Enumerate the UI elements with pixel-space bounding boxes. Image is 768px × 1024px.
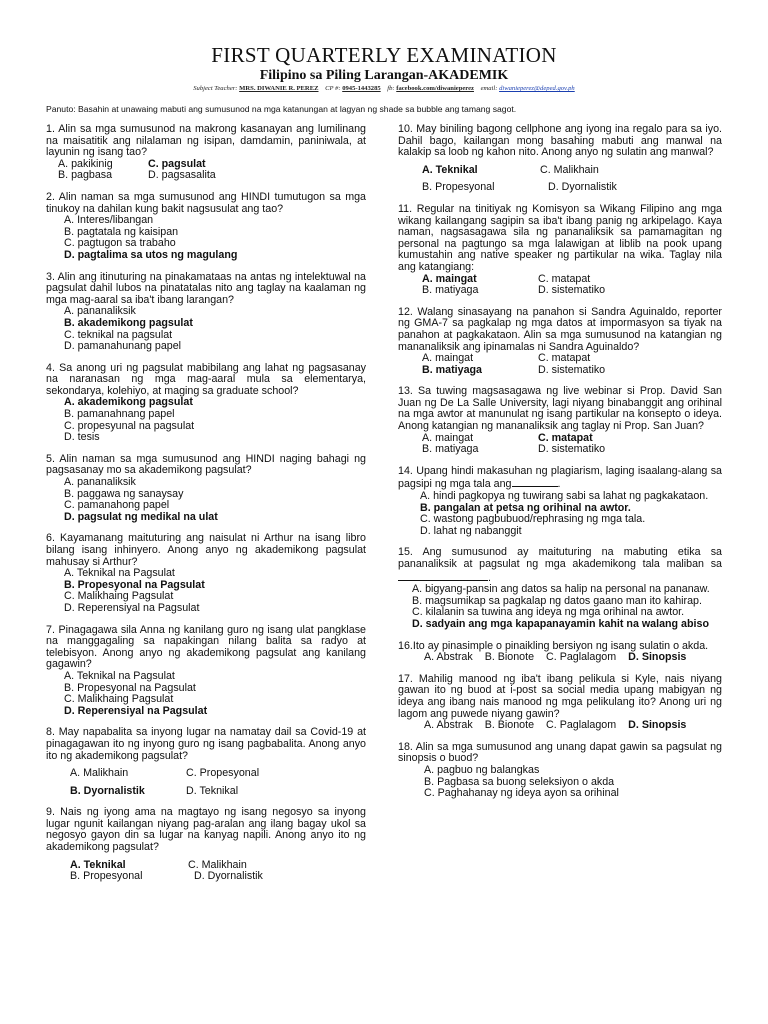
option-a: A. maingat — [422, 352, 474, 365]
option-b: B. Bionote — [484, 719, 535, 732]
exam-header — [0, 43, 768, 94]
question-stem: 2. Alin naman sa mga sumusunod ang HINDI tumutugon sa mga tinukoy na dahilan kung bakit nagsusulat ang tao? — [46, 190, 366, 215]
option-b: B. Propesyonal na Pagsulat — [64, 681, 196, 694]
option-b: B. pagtatala ng kaisipan — [64, 225, 179, 238]
option-d: D. tesis — [64, 431, 100, 444]
option-b: B. Propesyonal na Pagsulat — [64, 578, 205, 591]
question-10 — [398, 124, 722, 194]
question-stem: 4. Sa anong uri ng pagsulat mabibilang ang lahat ng pagsasanay na naranasan ng mga mag-aaral mula sa elementarya, sekondarya, kolehiyo, at maging sa graduate school? — [46, 361, 366, 397]
option-d: D. sistematiko — [538, 284, 606, 297]
option-b: B. pangalan at petsa ng orihinal na awtor. — [420, 501, 631, 514]
question-14 — [398, 466, 722, 538]
option-b: B. Dyornalistik — [70, 784, 145, 797]
question-13 — [398, 386, 722, 456]
option-c: C. Malikhain — [540, 163, 599, 176]
answer-blank — [512, 477, 558, 487]
teacher-name: MRS. DIWANIE R. PEREZ — [239, 85, 319, 92]
option-d: D. Sinopsis — [628, 719, 687, 732]
question-stem: 12. Walang sinasayang na panahon si Sandra Aguinaldo, reporter ng GMA-7 sa pagkalap ng mga datos at impormasyon sa tiyak na panahon at pagkakataon. Alin sa mga sumusunod na katangian ng mananaliksik ang ipinamalas ni Sandra Aguinaldo? — [398, 305, 722, 353]
question-17 — [398, 674, 722, 732]
option-a: A. hindi pagkopya ng tuwirang sabi sa lahat ng pagkakataon. — [420, 490, 709, 503]
option-row — [398, 165, 722, 177]
option-a: A. akademikong pagsulat — [64, 396, 193, 409]
question-stem: 5. Alin naman sa mga sumusunod ang HINDI naging bahagi ng pagsasanay mo sa akademikong pagsulat? — [46, 452, 366, 477]
exam-subtitle: Filipino sa Piling Larangan-AKADEMIK — [259, 68, 509, 83]
question-9 — [46, 807, 366, 883]
option-d: D. sadyain ang mga kapapanayamin kahit na walang abiso — [412, 617, 709, 630]
option-b: B. Propesyonal — [422, 181, 495, 194]
option-a: A. pagbuo ng balangkas — [424, 763, 540, 776]
option-d: D. sistematiko — [538, 363, 606, 376]
option-c: C. Malikhaing Pagsulat — [64, 693, 174, 706]
option-c: C. Paglalagom — [546, 651, 617, 664]
option-c: C. matapat — [538, 431, 593, 444]
question-stem: 17. Mahilig manood ng iba't ibang pelikula si Kyle, nais niyang gawan ito ng buod at i-post sa social media upang mabigyan ng ideya ang ibang nais manood ng mga pelikulang ito? Anong uri ng lagom ang puwede niyang gawin? — [398, 672, 722, 720]
question-text: 14. Upang hindi makasuhan ng plagiarism, laging isaalang-alang sa pagsipi ng mga tala ang — [398, 464, 722, 491]
option-row — [46, 170, 366, 182]
option-c: C. kilalanin sa tuwina ang ideya ng mga orihinal na awtor. — [412, 606, 685, 619]
question-stem: 1. Alin sa mga sumusunod na makrong kasanayan ang lumilinang na maisatitik ang nilalaman ng isipan, damdamin, paniniwala, at layunin ng isang tao? — [46, 123, 366, 159]
option-a: A. maingat — [422, 272, 477, 285]
option-c: C. teknikal na pagsulat — [64, 328, 173, 341]
option-a: A. pakikinig — [58, 157, 113, 170]
option-a: A. Abstrak — [424, 719, 473, 732]
option-row — [46, 768, 366, 780]
option-d: D. Sinopsis — [628, 651, 687, 664]
question-stem: 3. Alin ang itinuturing na pinakamataas na antas ng intelektuwal na pagsulat dahil lubos na pinatatalas nito ang taglay na kaalaman ng mga mag-aaral sa iba't ibang larangan? — [46, 270, 366, 306]
question-2 — [46, 192, 366, 262]
instructions: Panuto: Basahin at unawaing mabuti ang sumusunod na mga katanungan at lagyan ng shade sa bubble ang tamang sagot. — [46, 104, 517, 114]
cp-number: 0945-1443285 — [342, 85, 381, 92]
exam-title: FIRST QUARTERLY EXAMINATION — [211, 43, 557, 67]
question-stem: 6. Kayamanang maituturing ang naisulat ni Arthur na isang libro bilang isang inhinyero. Anong anyo ng akademikong pagsulat mahusay si Arthur? — [46, 532, 366, 568]
question-stem: 9. Nais ng iyong ama na magtayo ng isang negosyo sa inyong lugar ngunit kailangan niyang pag-aralan ang ilang bagay ukol sa negosyo gayon din sa lugar na kanyag napili. Anong anyo ito ng akademikong pagsulat? — [46, 806, 366, 854]
question-stem: 13. Sa tuwing magsasagawa ng live webinar si Prop. David San Juan ng De La Salle University, lagi niyang binabanggit ang orihinal na mga awtor at manunulat ng isang partikular na konsepto o ideya. Anong katangian ng mananaliksik ang taglay ni Prop. San Juan? — [398, 385, 722, 433]
option-d: D. lahat ng nabanggit — [420, 524, 522, 537]
question-text: 15. Ang sumusunod ay maituturing na mabuting etika sa pananaliksik at pagsulat ng mga akademikong tala maliban sa — [398, 546, 722, 570]
option-b: B. paggawa ng sanaysay — [64, 487, 184, 500]
option-row — [398, 444, 722, 456]
option-a: A. Teknikal — [422, 163, 478, 176]
option-c: C. Propesyonal — [186, 767, 260, 780]
option-row — [398, 652, 722, 664]
fb-label: fb: — [387, 85, 395, 92]
question-4 — [46, 363, 366, 444]
answer-blank — [398, 571, 488, 581]
option-a: A. bigyang-pansin ang datos sa halip na personal na pananaw. — [412, 583, 710, 596]
left-column — [46, 124, 366, 893]
option-c: C. pamanahong papel — [64, 499, 170, 512]
option-c: C. Malikhaing Pagsulat — [64, 590, 174, 603]
option-b: B. matiyaga — [422, 284, 479, 297]
question-3 — [46, 272, 366, 353]
option-b: B. Bionote — [484, 651, 535, 664]
option-d: D. Dyornalistik — [548, 181, 617, 194]
option-c: C. matapat — [538, 272, 591, 285]
option-b: B. Propesyonal — [70, 870, 143, 883]
question-stem: 14. Upang hindi makasuhan ng plagiarism, laging isaalang-alang sa pagsipi ng mga tala ang . — [398, 464, 722, 491]
email-label: email: — [480, 85, 498, 92]
option-c: C. propesyunal na pagsulat — [64, 419, 195, 432]
question-stem: 7. Pinagagawa sila Anna ng kanilang guro ng isang ulat pangklase na manggagaling sa napakingan nilang balita sa radyo at telebisyon. Anong anyo ng akademikong pagsulat ang kanilang gagawin? — [46, 623, 366, 671]
option-c: C. pagtugon sa trabaho — [64, 237, 176, 250]
option-d: D. Dyornalistik — [194, 870, 263, 883]
question-stem: 10. May biniling bagong cellphone ang iyong ina regalo para sa iyo. Dahil bago, kailangan mong basahing mabuti ang manwal na kalakip sa loob ng kahon nito. Anong anyo ng sulatin ang manwal? — [398, 123, 722, 159]
option-row — [46, 871, 366, 883]
option-c: C. Malikhain — [188, 858, 247, 871]
question-11 — [398, 204, 722, 297]
email-link[interactable]: diwanieperez@deped.gov.ph — [499, 85, 575, 92]
option-c: C. pagsulat — [148, 157, 206, 170]
teacher-info-line — [0, 84, 768, 94]
option-d: D. pamanahunang papel — [64, 340, 182, 353]
option-b: B. pagbasa — [58, 169, 113, 182]
question-15 — [398, 547, 722, 630]
option-d: D. pagsasalita — [148, 169, 216, 182]
option-d: D. Teknikal — [186, 784, 239, 797]
option-c: C. wastong pagbubuod/rephrasing ng mga tala. — [420, 513, 646, 526]
option-a: A. Malikhain — [70, 767, 129, 780]
option-d: D. pagsulat ng medikal na ulat — [64, 510, 218, 523]
option-b: B. pamanahnang papel — [64, 408, 175, 421]
option-a: A. pananaliksik — [64, 305, 136, 318]
option-d: D. sistematiko — [538, 443, 606, 456]
question-stem: 11. Regular na tinitiyak ng Komisyon sa Wikang Filipino ang mga wikang kailangang sagipin sa iba't ibang panig ng arkipelago. Kaya naman, nagsasagawa sila ng pananaliksik sa pamamagitan ng personal na pagtungo sa mga lalawigan at liblib na pook upang kumustahin ang native speaker ng partikular na wika. Taglay nila ang katangiang: — [398, 202, 722, 273]
question-stem: 8. May napabalita sa inyong lugar na namatay dail sa Covid-19 at pinagagawan ito ng inyong guro ng isang pagbabalita. Anong anyo ito ng akademikong pagsulat? — [46, 726, 366, 762]
option-a: A. Abstrak — [424, 651, 473, 664]
option-a: A. Teknikal — [70, 858, 126, 871]
option-c: C. matapat — [538, 352, 591, 365]
question-stem: 18. Alin sa mga sumusunod ang unang dapat gawin sa pagsulat ng sinopsis o buod? — [398, 740, 722, 765]
option-d: D. pagtalima sa utos ng magulang — [64, 248, 238, 261]
option-a: A. maingat — [422, 431, 474, 444]
option-row — [398, 182, 722, 194]
question-6 — [46, 533, 366, 614]
option-c: C. Paghahanay ng ideya ayon sa orihinal — [424, 787, 619, 800]
question-1 — [46, 124, 366, 182]
question-stem: 15. Ang sumusunod ay maituturing na mabuting etika sa pananaliksik at pagsulat ng mga akademikong tala maliban sa. — [398, 546, 722, 584]
option-b: B. matiyaga — [422, 363, 482, 376]
option-row — [398, 365, 722, 377]
cp-label: CP #: — [325, 85, 341, 92]
option-b: B. Pagbasa sa buong seleksiyon o akda — [424, 775, 615, 788]
option-b: B. akademikong pagsulat — [64, 316, 193, 329]
right-column — [398, 124, 722, 810]
question-12 — [398, 307, 722, 377]
option-d: D. Reperensiyal na Pagsulat — [64, 601, 200, 614]
question-7 — [46, 625, 366, 718]
teacher-label: Subject Teacher: — [193, 85, 238, 92]
fb-link[interactable]: facebook.com/diwanieperez — [396, 85, 474, 92]
question-16 — [398, 641, 722, 664]
option-a: A. Teknikal na Pagsulat — [64, 669, 175, 682]
option-row — [398, 720, 722, 732]
option-d: D. Reperensiyal na Pagsulat — [64, 704, 208, 717]
option-b: B. matiyaga — [422, 443, 479, 456]
question-8 — [46, 727, 366, 797]
option-a: A. pananaliksik — [64, 476, 136, 489]
question-stem: 16.Ito ay pinasimple o pinaikling bersiyon ng isang sulatin o akda. — [398, 639, 709, 652]
question-18 — [398, 742, 722, 800]
option-a: A. Teknikal na Pagsulat — [64, 567, 175, 580]
option-b: B. magsumikap sa pagkalap ng datos gaano man ito kahirap. — [412, 594, 702, 607]
question-5 — [46, 454, 366, 524]
option-row — [398, 353, 722, 365]
option-a: A. Interes/libangan — [64, 214, 154, 227]
option-c: C. Paglalagom — [546, 719, 617, 732]
option-row — [46, 786, 366, 798]
option-row — [398, 285, 722, 297]
